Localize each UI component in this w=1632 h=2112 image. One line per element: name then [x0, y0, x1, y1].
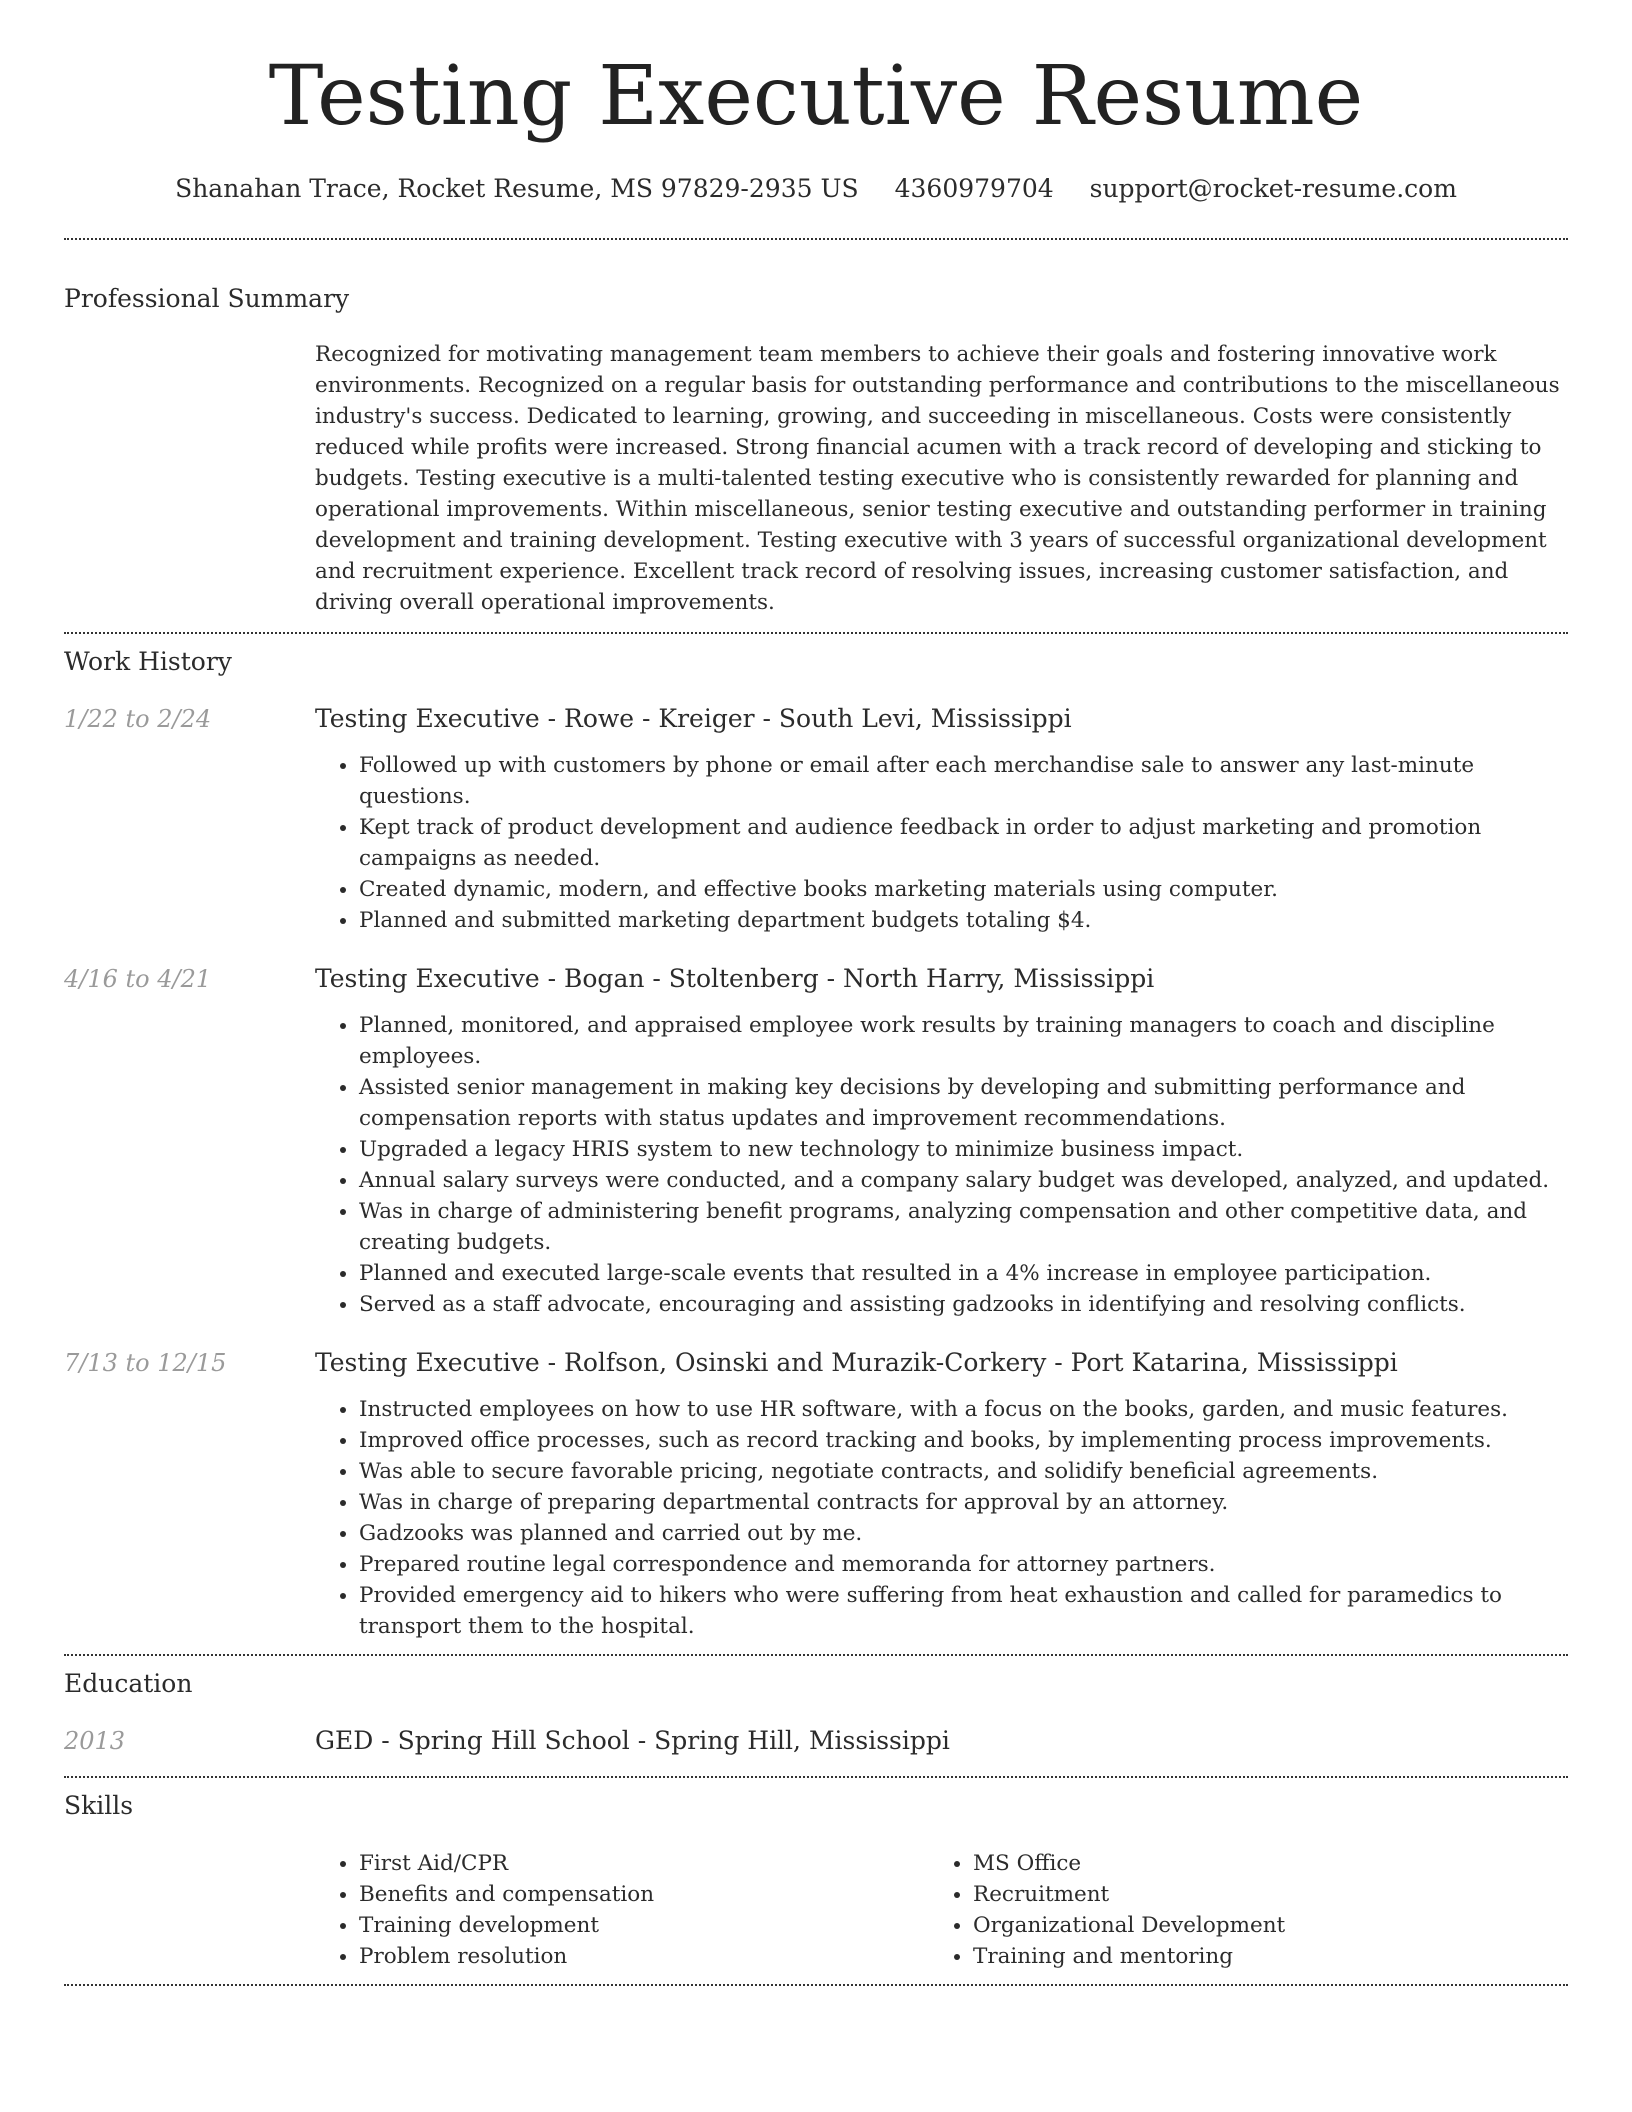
job-dates: 1/22 to 2/24 — [64, 705, 212, 733]
job-heading — [315, 962, 1568, 996]
section-divider — [64, 1984, 1568, 1986]
job-heading — [315, 702, 1568, 736]
job-role: Testing Executive — [315, 1348, 540, 1377]
job-bullet: • Was in charge of preparing departmental contracts for approval by an attorney. — [359, 1487, 1568, 1518]
contact-address: Shanahan Trace, Rocket Resume, MS 97829-2935 US — [175, 174, 859, 203]
job-bullet: • Assisted senior management in making key decisions by developing and submitting performance and compensation reports with status updates and improvement recommendations. — [359, 1072, 1568, 1134]
skill-item: • Training development — [359, 1910, 929, 1941]
skill-item: • Organizational Development — [973, 1910, 1543, 1941]
job-bullet: • Created dynamic, modern, and effective books marketing materials using computer. — [359, 874, 1568, 905]
education-degree: GED — [315, 1726, 374, 1755]
job-bullet: • Was in charge of administering benefit programs, analyzing compensation and other competitive data, and creating budgets. — [359, 1196, 1568, 1258]
job-bullet: • Planned and executed large-scale events that resulted in a 4% increase in employee participation. — [359, 1258, 1568, 1289]
job-heading — [315, 1346, 1568, 1380]
skills-grid — [315, 1848, 1568, 1984]
section-divider — [64, 632, 1568, 634]
job-list — [64, 702, 1568, 1642]
skill-item: • First Aid/CPR — [359, 1848, 929, 1879]
job-dates: 4/16 to 4/21 — [64, 965, 212, 993]
section-divider — [64, 238, 1568, 240]
skills-column-left — [315, 1848, 929, 1972]
section-divider — [64, 1776, 1568, 1778]
job-bullet: • Prepared routine legal correspondence and memoranda for attorney partners. — [359, 1549, 1568, 1580]
job-bullets — [315, 1394, 1568, 1642]
summary-text: Recognized for motivating management team members to achieve their goals and fostering innovative work environments. Recognized on a regular basis for outstanding performance and contributions to the miscellaneous industry's success. Dedicated to learning, growing, and succeeding in miscellaneous. Costs were consistently reduced while profits were increased. Strong financial acumen with a track record of developing and sticking to budgets. Testing executive is a multi-talented testing executive who is consistently rewarded for planning and operational improvements. Within miscellaneous, senior testing executive and outstanding performer in training development and training development. Testing executive with 3 years of successful organizational development and recruitment experience. Excellent track record of resolving issues, increasing customer satisfaction, and driving overall operational improvements. — [315, 342, 1560, 615]
section-heading-work-history: Work History — [64, 647, 232, 676]
education-heading — [315, 1724, 950, 1758]
job-role: Testing Executive — [315, 964, 540, 993]
job-employer: - Rowe - Kreiger - South Levi, Mississippi — [539, 704, 1072, 733]
section-divider — [64, 1654, 1568, 1656]
job-role: Testing Executive — [315, 704, 540, 733]
job-bullets — [315, 750, 1568, 936]
job-bullet: • Improved office processes, such as record tracking and books, by implementing process improvements. — [359, 1425, 1568, 1456]
job-bullet: • Annual salary surveys were conducted, and a company salary budget was developed, analyzed, and updated. — [359, 1165, 1568, 1196]
job-bullet: • Instructed employees on how to use HR software, with a focus on the books, garden, and music features. — [359, 1394, 1568, 1425]
job-employer: - Bogan - Stoltenberg - North Harry, Mississippi — [539, 964, 1155, 993]
job-bullets — [315, 1010, 1568, 1320]
job-bullet: • Planned, monitored, and appraised employee work results by training managers to coach and discipline employees. — [359, 1010, 1568, 1072]
education-school: - Spring Hill School - Spring Hill, Mississippi — [373, 1726, 950, 1755]
skill-item: • Problem resolution — [359, 1941, 929, 1972]
job-bullet: • Gadzooks was planned and carried out by me. — [359, 1518, 1568, 1549]
job-bullet: • Kept track of product development and audience feedback in order to adjust marketing and promotion campaigns as needed. — [359, 812, 1568, 874]
section-heading-skills: Skills — [64, 1791, 134, 1820]
resume-page — [64, 0, 1568, 1986]
skill-item: • Training and mentoring — [973, 1941, 1543, 1972]
job-bullet: • Planned and submitted marketing department budgets totaling $4. — [359, 905, 1568, 936]
job-entry — [64, 962, 1568, 1320]
job-bullet: • Was able to secure favorable pricing, negotiate contracts, and solidify beneficial agreements. — [359, 1456, 1568, 1487]
education-entry — [64, 1724, 1568, 1776]
job-bullet: • Provided emergency aid to hikers who were suffering from heat exhaustion and called for paramedics to transport them to the hospital. — [359, 1580, 1568, 1642]
skill-item: • MS Office — [973, 1848, 1543, 1879]
resume-title: Testing Executive Resume — [268, 49, 1364, 144]
contact-email: support@rocket-resume.com — [1089, 174, 1457, 203]
contact-phone: 4360979704 — [894, 174, 1054, 203]
skill-item: • Recruitment — [973, 1879, 1543, 1910]
job-bullet: • Served as a staff advocate, encouraging and assisting gadzooks in identifying and resolving conflicts. — [359, 1289, 1568, 1320]
skill-item: • Benefits and compensation — [359, 1879, 929, 1910]
job-dates: 7/13 to 12/15 — [64, 1349, 227, 1377]
job-entry — [64, 1346, 1568, 1642]
education-year: 2013 — [64, 1727, 126, 1755]
job-bullet: • Upgraded a legacy HRIS system to new technology to minimize business impact. — [359, 1134, 1568, 1165]
skills-column-right — [929, 1848, 1543, 1972]
section-heading-summary: Professional Summary — [64, 284, 350, 313]
job-bullet: • Followed up with customers by phone or email after each merchandise sale to answer any last-minute questions. — [359, 750, 1568, 812]
section-heading-education: Education — [64, 1669, 193, 1698]
job-entry — [64, 702, 1568, 936]
contact-line — [64, 174, 1568, 203]
job-employer: - Rolfson, Osinski and Murazik-Corkery - Port Katarina, Mississippi — [539, 1348, 1398, 1377]
